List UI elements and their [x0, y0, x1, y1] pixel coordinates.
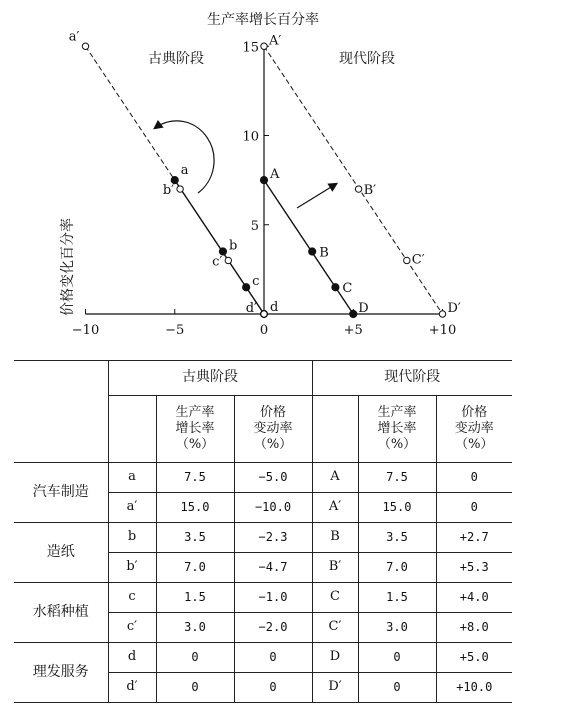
data-point — [309, 248, 316, 255]
classic-productivity: 0 — [156, 643, 234, 673]
modern-point-label: A — [312, 463, 358, 493]
modern-point-label: B′ — [312, 553, 358, 583]
y-tick-label: 15 — [242, 40, 259, 56]
classic-price-change: −2.3 — [234, 523, 312, 553]
data-point — [261, 311, 267, 317]
point-label: b — [228, 238, 238, 254]
modern-point-label: D — [312, 643, 358, 673]
header-price-line1: 价格 — [259, 404, 286, 420]
point-label: B — [319, 245, 329, 261]
modern-productivity: 15.0 — [358, 493, 436, 523]
data-point — [332, 284, 339, 291]
modern-productivity: 7.0 — [358, 553, 436, 583]
classic-productivity: 15.0 — [156, 493, 234, 523]
modern-price-change: +8.0 — [436, 613, 512, 643]
classic-point-label: d′ — [108, 673, 156, 703]
classic-price-change: 0 — [234, 643, 312, 673]
modern-price-change: 0 — [436, 463, 512, 493]
classic-point-label: c — [108, 583, 156, 613]
classic-productivity: 7.0 — [156, 553, 234, 583]
header-modern-productivity — [358, 396, 436, 463]
industry-name: 理发服务 — [14, 643, 108, 703]
modern-point-label: C — [312, 583, 358, 613]
modern-productivity: 7.5 — [358, 463, 436, 493]
modern-productivity: 0 — [358, 673, 436, 703]
classic-point-label: a — [108, 463, 156, 493]
data-table-wrap — [14, 360, 512, 703]
x-tick-label: +10 — [428, 323, 457, 338]
data-point — [439, 311, 445, 317]
data-point — [404, 257, 410, 263]
point-label: a′ — [68, 29, 80, 45]
y-axis-label: 价格变化百分率 — [60, 218, 76, 316]
point-label: d′ — [245, 301, 257, 316]
y-tick-label: 10 — [242, 129, 259, 145]
header-prod-line1: 生产率 — [175, 404, 215, 420]
x-tick-label: +5 — [343, 323, 363, 338]
point-label: C′ — [411, 252, 425, 268]
table-row — [14, 463, 512, 493]
classic-price-change: −10.0 — [234, 493, 312, 523]
header-prod-line3: （%） — [175, 437, 215, 453]
classic-price-change: −2.0 — [234, 613, 312, 643]
header-classic-price — [234, 396, 312, 463]
modern-productivity: 0 — [358, 643, 436, 673]
point-label: d — [270, 300, 279, 315]
data-point — [350, 310, 357, 317]
point-label: a — [180, 163, 189, 179]
table-row — [14, 643, 512, 673]
classic-point-label: c′ — [108, 613, 156, 643]
header-modern-price — [436, 396, 512, 463]
y-tick-label: 5 — [250, 218, 259, 234]
shift-arrow — [297, 184, 336, 208]
chart-svg — [0, 0, 562, 350]
classic-price-change: −4.7 — [234, 553, 312, 583]
point-label: b′ — [162, 183, 175, 199]
industry-name: 水稻种植 — [14, 583, 108, 643]
classic-price-change: −5.0 — [234, 463, 312, 493]
header-prod-line1: 生产率 — [377, 404, 417, 420]
modern-point-label: C′ — [312, 613, 358, 643]
data-point — [243, 284, 250, 291]
classic-productivity: 3.5 — [156, 523, 234, 553]
classic-productivity: 3.0 — [156, 613, 234, 643]
classic-point-label: b′ — [108, 553, 156, 583]
modern-price-change: 0 — [436, 493, 512, 523]
point-label: A′ — [269, 33, 282, 49]
data-point — [355, 186, 361, 192]
modern-price-change: +10.0 — [436, 673, 512, 703]
point-label: B′ — [363, 183, 377, 199]
header-price-line3: （%） — [253, 437, 293, 453]
data-table — [14, 360, 512, 703]
x-tick-label: 0 — [259, 323, 269, 338]
modern-price-change: +4.0 — [436, 583, 512, 613]
modern-point-label: D′ — [312, 673, 358, 703]
point-label: c — [252, 274, 260, 290]
point-label: D — [358, 301, 369, 316]
header-price-line2: 变动率 — [454, 420, 494, 436]
header-classic-productivity — [156, 396, 234, 463]
classic-productivity: 7.5 — [156, 463, 234, 493]
header-classic-stage: 古典阶段 — [108, 361, 312, 396]
header-modern-label — [312, 396, 358, 463]
series-line — [264, 46, 443, 314]
point-label: c′ — [212, 254, 223, 270]
header-price-line2: 变动率 — [253, 420, 293, 436]
x-tick-label: −5 — [165, 323, 185, 338]
modern-price-change: +2.7 — [436, 523, 512, 553]
modern-productivity: 3.5 — [358, 523, 436, 553]
point-label: A — [270, 167, 280, 183]
data-point — [261, 43, 267, 49]
chart — [0, 0, 562, 350]
header-prod-line3: （%） — [377, 437, 417, 453]
data-point — [225, 257, 231, 263]
header-modern-stage: 现代阶段 — [312, 361, 512, 396]
table-row — [14, 583, 512, 613]
annotation-classic: 古典阶段 — [148, 51, 204, 67]
header-price-line1: 价格 — [461, 404, 488, 420]
point-label: D′ — [447, 301, 461, 316]
classic-price-change: 0 — [234, 673, 312, 703]
classic-point-label: b — [108, 523, 156, 553]
header-classic-label — [108, 396, 156, 463]
data-point — [82, 43, 88, 49]
chart-title: 生产率增长百分率 — [207, 12, 319, 28]
modern-productivity: 1.5 — [358, 583, 436, 613]
classic-point-label: d — [108, 643, 156, 673]
modern-price-change: +5.3 — [436, 553, 512, 583]
header-prod-line2: 增长率 — [175, 420, 215, 436]
modern-price-change: +5.0 — [436, 643, 512, 673]
annotation-modern: 现代阶段 — [339, 51, 395, 67]
modern-point-label: A′ — [312, 493, 358, 523]
header-price-line3: （%） — [455, 437, 494, 453]
classic-productivity: 0 — [156, 673, 234, 703]
classic-point-label: a′ — [108, 493, 156, 523]
table-row — [14, 523, 512, 553]
classic-productivity: 1.5 — [156, 583, 234, 613]
modern-point-label: B — [312, 523, 358, 553]
data-point — [260, 177, 267, 184]
data-point — [177, 186, 183, 192]
corner-cell — [14, 361, 108, 463]
x-tick-label: −10 — [71, 323, 100, 338]
modern-productivity: 3.0 — [358, 613, 436, 643]
classic-price-change: −1.0 — [234, 583, 312, 613]
industry-name: 汽车制造 — [14, 463, 108, 523]
point-label: C — [342, 281, 353, 297]
industry-name: 造纸 — [14, 523, 108, 583]
header-prod-line2: 增长率 — [377, 420, 417, 436]
